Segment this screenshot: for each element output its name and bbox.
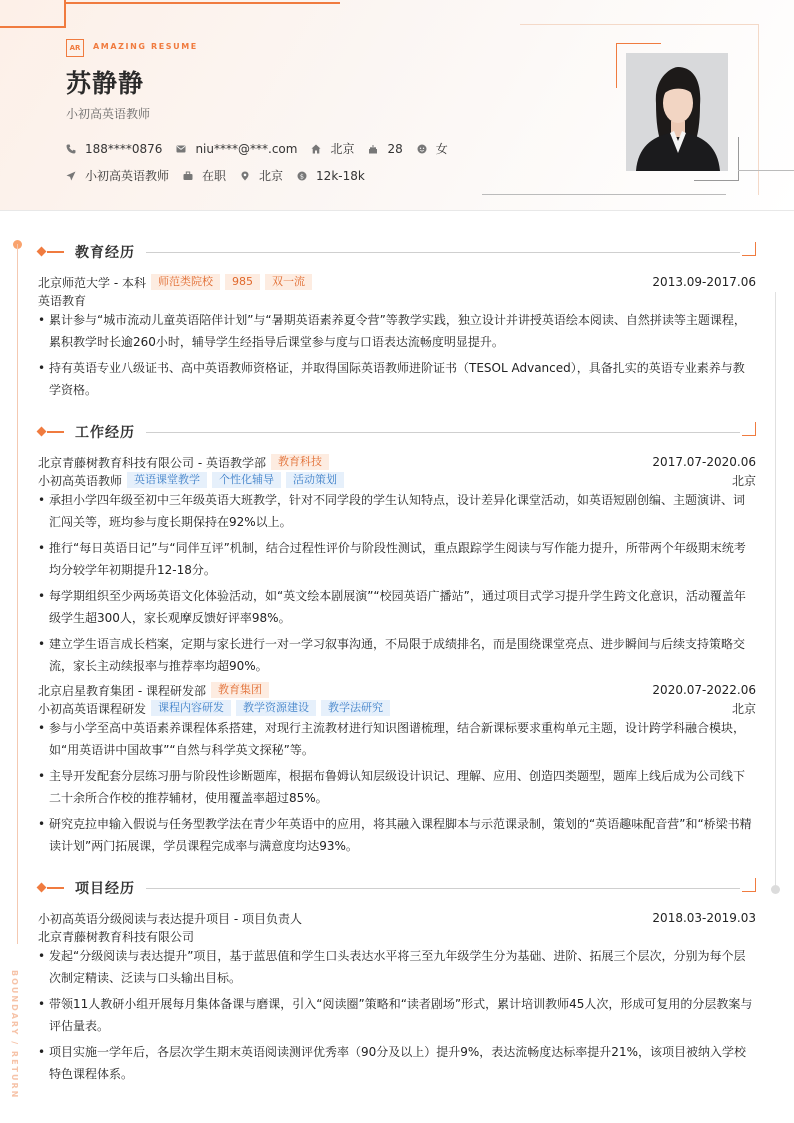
- school-name: 北京师范大学 - 本科: [38, 275, 146, 290]
- section-divider: [146, 432, 740, 433]
- candidate-title: 小初高英语教师: [66, 107, 151, 121]
- section-corner: [742, 422, 756, 436]
- logo-mark: AR: [66, 39, 84, 57]
- project-period: 2018.03-2019.03: [652, 911, 756, 925]
- job-period: 2017.07-2020.06: [652, 455, 756, 469]
- education-bullet: • 持有英语专业八级证书、高中英语教师资格证，并取得国际英语教师进阶证书（TESOL Advanced），具备扎实的英语专业素养与教学资格。: [38, 361, 745, 397]
- resume-header: [0, 0, 794, 211]
- mail-icon: [176, 144, 186, 154]
- job-bullet: • 每学期组织至少两场英语文化体验活动，如“英文绘本剧展演”“校园英语广播站”，通过项目式学习提升学生跨文化意识，活动覆盖年级学生超300人，家长观摩反馈好评率98%。: [38, 589, 746, 625]
- education-entry-header: [38, 273, 756, 291]
- phone-text: 188****0876: [85, 141, 163, 156]
- education-bullet: • 累计参与“城市流动儿童英语陪伴计划”与“暑期英语素养夏令营”等教学实践，独立设计并讲授英语绘本阅读、自然拼读等主题课程，累积教学时长逾260小时，辅导学生经指导后课堂参与度与口语表达流畅度明显提升。: [38, 313, 746, 349]
- job-city: 北京: [731, 473, 756, 488]
- header-rule-left: [482, 194, 726, 195]
- job-bullet: • 参与小学至高中英语素养课程体系搭建，对现行主流教材进行知识图谱梳理，结合新课标要求重构单元主题，设计跨学科融合模块，如“用英语讲中国故事”“自然与科学英文探秘”等。: [38, 721, 746, 757]
- project-bullet: • 带领11人教研小组开展每月集体备课与磨课，引入“阅读圈”策略和“读者剧场”形式，累计培训教师45人次，形成可复用的分层教案与评估量表。: [38, 997, 753, 1033]
- job-role: 小初高英语教师: [38, 473, 123, 488]
- salary-item: [297, 169, 365, 183]
- section-diamond-icon: [37, 247, 47, 257]
- phone-icon: [66, 144, 76, 154]
- photo-offset-frame: [694, 137, 739, 181]
- contact-row: [66, 140, 462, 157]
- email-item: [176, 142, 297, 156]
- section-title: 项目经历: [75, 881, 135, 897]
- project-bullet: • 发起“分级阅读与表达提升”项目，基于蓝思值和学生口头表达水平将三至九年级学生分为基础、进阶、拓展三个层次，分别为每个层次制定精读、泛读与口头输出目标。: [38, 949, 746, 985]
- section-corner: [742, 242, 756, 256]
- location-pin-icon: [240, 171, 250, 181]
- education-major-row: [38, 291, 756, 309]
- cake-icon: [368, 144, 378, 154]
- job-bullet: • 研究克拉申输入假说与任务型教学法在青少年英语中的应用，将其融入课程脚本与示范课录制，策划的“英语趣味配音营”和“桥梁书精读计划”两门拓展课，学员课程完成率与满意度均达93%。: [38, 817, 752, 853]
- gender-icon: [417, 144, 427, 154]
- school-tag: 双一流: [265, 274, 312, 290]
- education-period: 2013.09-2017.06: [652, 275, 756, 289]
- section-corner: [742, 878, 756, 892]
- timeline-rail-right: [775, 292, 776, 886]
- section-header-project: [38, 878, 756, 898]
- send-icon: [66, 171, 76, 181]
- intent-city-item: [240, 167, 283, 184]
- skill-tag: 教学法研究: [321, 700, 390, 716]
- project-name: 小初高英语分级阅读与表达提升项目 - 项目负责人: [38, 911, 302, 926]
- job-header: [38, 681, 756, 699]
- section-header-education: [38, 242, 756, 262]
- job-bullet: • 建立学生语言成长档案，定期与家长进行一对一学习叙事沟通，不局限于成绩排名，而是围绕课堂亮点、进步瞬间与后续支持策略交流，家长主动续报率与推荐率均超90%。: [38, 637, 746, 673]
- company-name: 北京启星教育集团 - 课程研发部: [38, 683, 206, 698]
- company-tag: 教育集团: [211, 682, 269, 698]
- skill-tag: 活动策划: [286, 472, 344, 488]
- hometown-item: [311, 140, 354, 157]
- intent-city-text: 北京: [259, 169, 284, 183]
- section-title: 工作经历: [75, 425, 135, 441]
- salary-text: 12k-18k: [316, 168, 365, 183]
- job-role: 小初高英语课程研发: [38, 701, 147, 716]
- status-text: 在职: [202, 169, 227, 183]
- section-diamond-icon: [37, 427, 47, 437]
- major: 英语教育: [38, 293, 87, 308]
- section-dash: [47, 251, 64, 253]
- job-bullet: • 推行“每日英语日记”与“同伴互评”机制，结合过程性评价与阶段性测试，重点跟踪学生阅读与写作能力提升，所带两个年级期末统考均分较学年初期提升12-18分。: [38, 541, 746, 577]
- header-rule-right: [738, 170, 794, 171]
- job-bullet: • 承担小学四年级至初中三年级英语大班教学，针对不同学段的学生认知特点，设计差异化课堂活动，如英语短剧创编、主题演讲、词汇闯关等，班均参与度长期保持在92%以上。: [38, 493, 746, 529]
- logo-text: AMAZING RESUME: [93, 42, 198, 51]
- skill-tag: 课程内容研发: [151, 700, 231, 716]
- age-item: [368, 142, 402, 156]
- section-header-work: [38, 422, 756, 442]
- project-header: [38, 909, 756, 927]
- project-org: 北京青藤树教育科技有限公司: [38, 929, 195, 944]
- corner-decoration: [0, 0, 66, 28]
- job-city: 北京: [731, 701, 756, 716]
- candidate-name: 苏静静: [66, 69, 145, 98]
- project-org-row: [38, 927, 756, 945]
- section-diamond-icon: [37, 883, 47, 893]
- top-accent-line: [64, 2, 340, 4]
- job-role-row: [38, 699, 756, 717]
- company-name: 北京青藤树教育科技有限公司 - 英语教学部: [38, 455, 266, 470]
- phone-item: [66, 142, 162, 156]
- timeline-dot-bottom: [771, 885, 780, 894]
- side-vertical-text: BOUNDARY / RETURN: [10, 970, 19, 1100]
- section-divider: [146, 252, 740, 253]
- briefcase-icon: [183, 171, 193, 181]
- company-tag: 教育科技: [271, 454, 329, 470]
- status-item: [183, 167, 226, 184]
- hometown-text: 北京: [330, 142, 355, 156]
- school-tag: 985: [225, 274, 260, 290]
- job-header: [38, 453, 756, 471]
- timeline-rail-left: [17, 244, 18, 944]
- school-tag: 师范类院校: [151, 274, 220, 290]
- salary-icon: [297, 171, 307, 181]
- skill-tag: 教学资源建设: [236, 700, 316, 716]
- section-title: 教育经历: [75, 245, 135, 261]
- intent-position-item: [66, 167, 169, 184]
- job-role-row: [38, 471, 756, 489]
- section-dash: [47, 887, 64, 889]
- gender-item: [417, 140, 448, 157]
- skill-tag: 英语课堂教学: [127, 472, 207, 488]
- svg-text:$: $: [299, 171, 305, 180]
- gender-text: 女: [435, 142, 448, 156]
- skill-tag: 个性化辅导: [212, 472, 281, 488]
- intent-position-text: 小初高英语教师: [85, 169, 170, 183]
- home-icon: [311, 144, 321, 154]
- section-dash: [47, 431, 64, 433]
- age-text: 28: [387, 141, 403, 156]
- project-bullet: • 项目实施一学年后，各层次学生期末英语阅读测评优秀率（90分及以上）提升9%，表达流畅度达标率提升21%，该项目被纳入学校特色课程体系。: [38, 1045, 746, 1081]
- job-period: 2020.07-2022.06: [652, 683, 756, 697]
- email-text: niu****@***.com: [195, 141, 298, 156]
- job-bullet: • 主导开发配套分层练习册与阶段性诊断题库，根据布鲁姆认知层级设计识记、理解、应用、创造四类题型，题库上线后成为公司线下二十余所合作校的推荐辅材，使用覆盖率超过85%。: [38, 769, 746, 805]
- job-intent-row: [66, 167, 379, 184]
- section-divider: [146, 888, 740, 889]
